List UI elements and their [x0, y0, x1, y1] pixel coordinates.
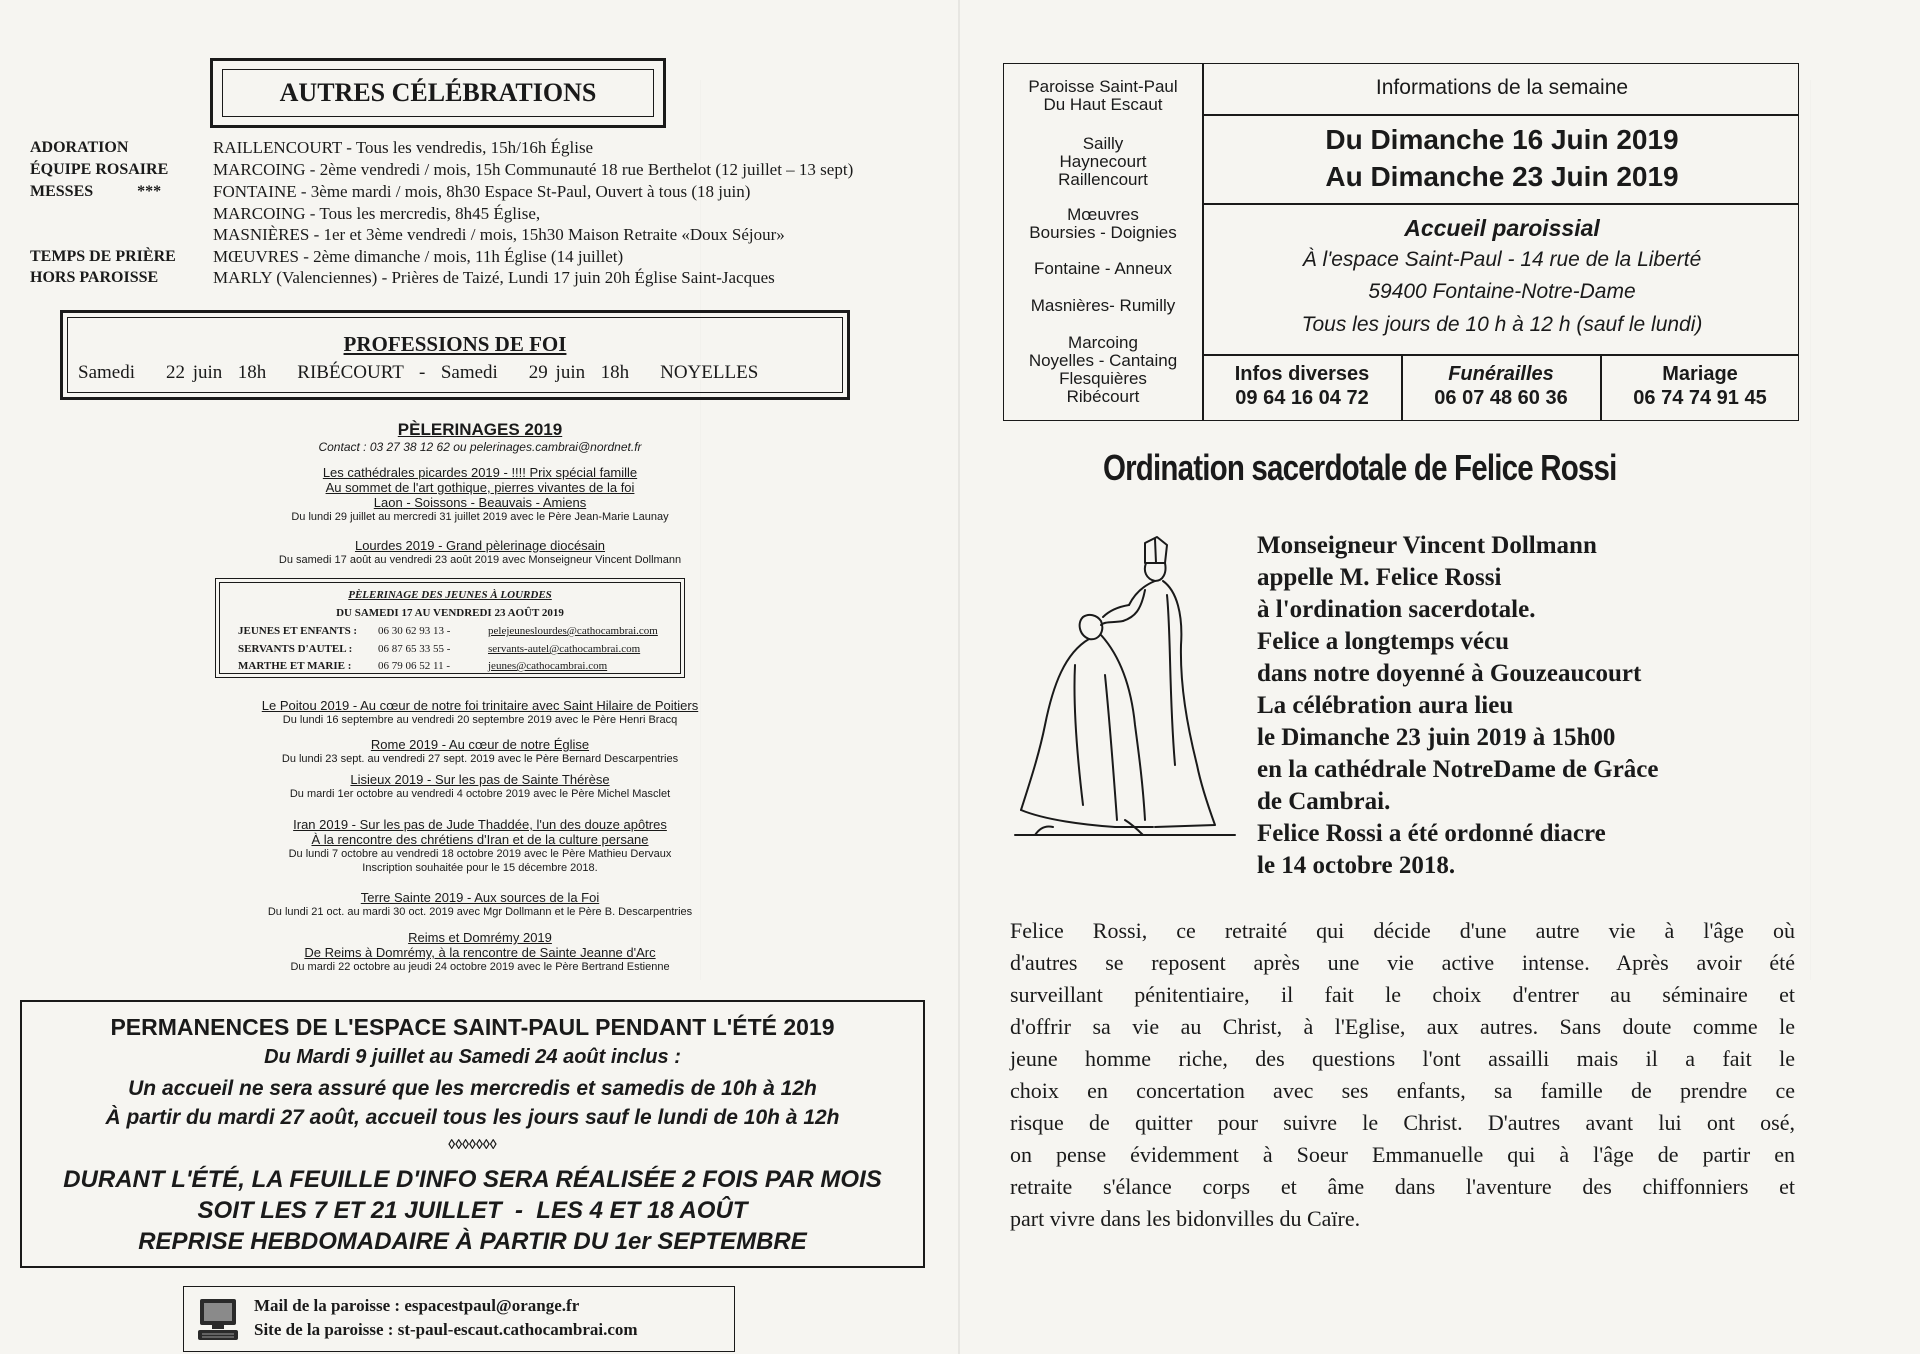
article-line: jeune homme riche, des questions l'ont assailli mais il a fait le — [1010, 1046, 1795, 1071]
parish-contact-box — [183, 1286, 735, 1352]
jeunes-contact-label: SERVANTS D'AUTEL : — [238, 643, 353, 655]
celebration-label: ÉQUIPE ROSAIRE — [30, 161, 169, 178]
accueil-title: Accueil paroissial — [1404, 215, 1600, 241]
pelerinage-item — [130, 538, 830, 567]
jeunes-contact-email[interactable]: jeunes@cathocambrai.com — [488, 660, 608, 672]
celebration-label: TEMPS DE PRIÈRE — [30, 248, 176, 265]
bleed-through-texture — [1810, 80, 1906, 980]
page-fold — [958, 0, 960, 1354]
pelerinages-header — [130, 420, 830, 454]
professions-de-foi-box — [60, 310, 850, 400]
week-end-date: Au Dimanche 23 Juin 2019 — [1325, 161, 1679, 192]
pelerinage-dates: Du mardi 22 octobre au jeudi 24 octobre 2019 avec le Père Bertrand Estienne — [290, 961, 670, 973]
jeunes-contact-phone: 06 30 62 93 13 - — [378, 625, 451, 637]
village-name: Raillencourt — [1058, 170, 1148, 189]
celebration-text: FONTAINE - 3ème mardi / mois, 8h30 Espace St-Paul, Ouvert à tous (18 juin) — [213, 182, 751, 201]
article-line: on pense évidemment à Soeur Emmanuelle qui à l'âge de partir en — [1010, 1142, 1795, 1167]
contact-name: Funérailles — [1448, 363, 1554, 385]
ordination-line: le 14 octobre 2018. — [1257, 852, 1456, 879]
pelerinage-title: Le Poitou 2019 - Au cœur de notre foi trinitaire avec Saint Hilaire de Poitiers — [261, 698, 699, 713]
ordination-line: La célébration aura lieu — [1257, 692, 1514, 719]
celebration-text: MARLY (Valenciennes) - Prières de Taizé, Lundi 17 juin 20h Église Saint-Jacques — [213, 268, 775, 287]
pelerinage-item — [130, 817, 830, 875]
parish-name-2: Du Haut Escaut — [1043, 95, 1163, 114]
celebration-text: MARCOING - Tous les mercredis, 8h45 Église, — [213, 204, 541, 223]
computer-icon — [196, 1297, 240, 1343]
permanences-dates: Du Mardi 9 juillet au Samedi 24 août inclus : — [264, 1046, 681, 1068]
pelerinage-title: Lourdes 2019 - Grand pèlerinage diocésain — [354, 538, 606, 553]
jeunes-contact-label: JEUNES ET ENFANTS : — [238, 625, 358, 637]
ordination-line: de Cambrai. — [1257, 788, 1391, 815]
contact-phone[interactable]: 06 74 74 91 45 — [1633, 387, 1767, 409]
pelerinages-title: PÈLERINAGES 2019 — [397, 420, 563, 439]
ordination-title: Ordination sacerdotale de Felice Rossi — [1103, 447, 1617, 488]
weekly-info-table — [1003, 63, 1799, 421]
village-name: Fontaine - Anneux — [1034, 259, 1172, 278]
village-name: Marcoing — [1068, 333, 1138, 352]
contact-mariage — [1602, 362, 1798, 410]
village-name: Mœuvres — [1067, 205, 1139, 224]
pelerinage-title: Rome 2019 - Au cœur de notre Église — [370, 737, 590, 752]
pelerinage-title: Terre Sainte 2019 - Aux sources de la Foi — [360, 890, 600, 905]
jeunes-contact-row — [238, 625, 658, 637]
contact-infos — [1204, 362, 1400, 410]
pelerinage-item — [130, 930, 830, 974]
parish-site[interactable]: Site de la paroisse : st-paul-escaut.cathocambrai.com — [254, 1320, 638, 1339]
pelerinage-subtitle: Au sommet de l'art gothique, pierres vivantes de la foi — [325, 480, 635, 495]
pelerinage-item — [130, 465, 830, 524]
autres-celebrations-title-box — [210, 58, 666, 128]
article-line: d'offrir sa vie au Christ, à l'Eglise, aux autres. Sans doute comme le — [1010, 1014, 1795, 1039]
professions-de-foi-title: PROFESSIONS DE FOI — [343, 332, 567, 356]
village-name: Ribécourt — [1066, 387, 1140, 406]
pelerinage-dates: Du lundi 29 juillet au mercredi 31 juillet 2019 avec le Père Jean-Marie Launay — [291, 511, 669, 523]
pelerinage-title: Reims et Domrémy 2019 — [408, 930, 552, 945]
parish-name: Paroisse Saint-Paul — [1028, 77, 1178, 96]
ordination-line: Felice Rossi a été ordonné diacre — [1257, 820, 1606, 847]
ordination-line: dans notre doyenné à Gouzeaucourt — [1257, 660, 1642, 687]
contact-name: Infos diverses — [1234, 363, 1370, 385]
pelerinage-jeunes-box — [215, 578, 685, 678]
pelerinage-item — [130, 890, 830, 919]
pelerinage-dates: Du lundi 7 octobre au vendredi 18 octobre 2019 avec le Père Mathieu Dervaux — [288, 848, 672, 860]
pelerinage-dates: Du lundi 16 septembre au vendredi 20 septembre 2019 avec le Père Henri Bracq — [282, 714, 678, 726]
pelerinage-title: Lisieux 2019 - Sur les pas de Sainte Thérèse — [350, 772, 610, 787]
celebration-label: HORS PAROISSE — [30, 269, 159, 286]
autres-celebrations-title: AUTRES CÉLÉBRATIONS — [279, 78, 597, 107]
pelerinage-dates: Du lundi 21 oct. au mardi 30 oct. 2019 avec Mgr Dollmann et le Père B. Descarpentries — [267, 906, 693, 918]
village-name: Haynecourt — [1059, 152, 1147, 171]
celebration-label: MESSES *** — [30, 183, 162, 200]
pelerinage-subtitle: De Reims à Domrémy, à la rencontre de Sainte Jeanne d'Arc — [304, 945, 656, 960]
jeunes-contact-phone: 06 87 65 33 55 - — [378, 643, 451, 655]
ordination-line: Felice a longtemps vécu — [1257, 628, 1510, 655]
accueil-hours: Tous les jours de 10 h à 12 h (sauf le lundi) — [1301, 313, 1703, 336]
ordination-illustration — [1005, 535, 1245, 855]
celebration-text: MŒUVRES - 2ème dimanche / mois, 11h Église (14 juillet) — [213, 247, 624, 266]
village-name: Flesquières — [1059, 369, 1147, 388]
permanences-line1: Un accueil ne sera assuré que les mercredis et samedis de 10h à 12h — [128, 1077, 817, 1100]
contact-phone[interactable]: 06 07 48 60 36 — [1434, 387, 1568, 409]
pelerinage-note: Inscription souhaitée pour le 15 décembre 2018. — [362, 862, 598, 874]
article-line: Felice Rossi, ce retraité qui décide d'une autre vie à l'âge où — [1010, 918, 1795, 943]
article-line: surveillant pénitentiaire, il fait le choix d'entrer au séminaire et — [1010, 982, 1795, 1007]
accueil-city: 59400 Fontaine-Notre-Dame — [1368, 280, 1636, 303]
pelerinage-item — [130, 737, 830, 766]
ordination-line: appelle M. Felice Rossi — [1257, 564, 1502, 591]
permanences-line4: SOIT LES 7 ET 21 JUILLET - LES 4 ET 18 AOÛT — [197, 1197, 748, 1224]
celebration-text: RAILLENCOURT - Tous les vendredis, 15h/16h Église — [213, 138, 594, 157]
pelerinage-dates: Du lundi 23 sept. au vendredi 27 sept. 2019 avec le Père Bernard Descarpentries — [281, 753, 679, 765]
pelerinage-title: Iran 2019 - Sur les pas de Jude Thaddée, l'un des douze apôtres — [293, 817, 667, 832]
permanences-title: PERMANENCES DE L'ESPACE SAINT-PAUL PENDANT L'ÉTÉ 2019 — [110, 1014, 835, 1040]
permanences-line5: REPRISE HEBDOMADAIRE À PARTIR DU 1er SEPTEMBRE — [138, 1228, 807, 1255]
pelerinage-dates: Du samedi 17 août au vendredi 23 août 2019 avec Monseigneur Vincent Dollmann — [278, 554, 682, 566]
article-line: choix en concertation avec ses enfants, sa famille de prendre ce — [1010, 1078, 1795, 1103]
weekly-info-heading: Informations de la semaine — [1375, 76, 1629, 99]
pelerinage-dates: Du mardi 1er octobre au vendredi 4 octobre 2019 avec le Père Michel Masclet — [289, 788, 671, 800]
ordination-line: le Dimanche 23 juin 2019 à 15h00 — [1257, 724, 1616, 751]
professions-de-foi-line: Samedi 22 juin 18h RIBÉCOURT - Samedi 29 juin 18h NOYELLES — [78, 362, 759, 383]
permanences-line3: DURANT L'ÉTÉ, LA FEUILLE D'INFO SERA RÉALISÉE 2 FOIS PAR MOIS — [63, 1166, 882, 1193]
article-line: retraite s'élance corps et âme dans l'aventure des chiffonniers et — [1010, 1174, 1795, 1199]
pelerinage-title: Les cathédrales picardes 2019 - !!!! Prix spécial famille — [322, 465, 638, 480]
permanences-separator: ◊◊◊◊◊◊◊ — [448, 1136, 497, 1152]
celebration-text: MASNIÈRES - 1er et 3ème vendredi / mois, 15h30 Maison Retraite «Doux Séjour» — [213, 225, 785, 244]
village-name: Sailly — [1082, 134, 1124, 153]
village-name: Boursies - Doignies — [1029, 223, 1177, 242]
ordination-line: en la cathédrale NotreDame de Grâce — [1257, 756, 1659, 783]
week-start-date: Du Dimanche 16 Juin 2019 — [1325, 124, 1679, 155]
jeunes-contact-row — [238, 643, 640, 655]
contact-funerailles — [1403, 362, 1599, 410]
pelerinages-contact: Contact : 03 27 38 12 62 ou pelerinages.cambrai@nordnet.fr — [318, 440, 642, 454]
article-line: risque de quitter pour suivre le Christ. D'autres avant lui ont osé, — [1010, 1110, 1795, 1135]
contact-phone[interactable]: 09 64 16 04 72 — [1235, 387, 1369, 409]
jeunes-contact-row — [238, 660, 607, 672]
parish-mail[interactable]: Mail de la paroisse : espacestpaul@orange.fr — [254, 1296, 580, 1315]
permanences-box — [20, 1000, 925, 1268]
pelerinage-subtitle: Laon - Soissons - Beauvais - Amiens — [373, 495, 587, 510]
village-name: Noyelles - Cantaing — [1028, 351, 1178, 370]
contact-name: Mariage — [1662, 363, 1738, 385]
jeunes-dates: DU SAMEDI 17 AU VENDREDI 23 AOÛT 2019 — [336, 607, 564, 619]
accueil-address: À l'espace Saint-Paul - 14 rue de la Liberté — [1302, 248, 1702, 271]
jeunes-contact-email[interactable]: servants-autel@cathocambrai.com — [488, 643, 641, 655]
village-name: Masnières- Rumilly — [1030, 296, 1176, 315]
pelerinage-subtitle: À la rencontre des chrétiens d'Iran et de la culture persane — [311, 832, 649, 847]
permanences-line2: À partir du mardi 27 août, accueil tous les jours sauf le lundi de 10h à 12h — [105, 1106, 840, 1129]
pelerinage-item — [130, 772, 830, 801]
article-line: d'autres se reposent après une vie active intense. Après avoir été — [1010, 950, 1795, 975]
celebration-label: ADORATION — [30, 139, 129, 156]
ordination-line: Monseigneur Vincent Dollmann — [1257, 532, 1597, 559]
jeunes-contact-phone: 06 79 06 52 11 - — [378, 660, 451, 672]
article-line: part vivre dans les bidonvilles du Caïre. — [1010, 1206, 1361, 1231]
jeunes-contact-email[interactable]: pelejeuneslourdes@cathocambrai.com — [488, 625, 658, 637]
jeunes-contact-label: MARTHE ET MARIE : — [238, 660, 352, 672]
pelerinage-item — [130, 698, 830, 727]
jeunes-title: PÈLERINAGE DES JEUNES À LOURDES — [348, 589, 552, 601]
celebration-text: MARCOING - 2ème vendredi / mois, 15h Communauté 18 rue Berthelot (12 juillet – 13 sept) — [213, 160, 854, 179]
ordination-line: à l'ordination sacerdotale. — [1257, 596, 1536, 623]
